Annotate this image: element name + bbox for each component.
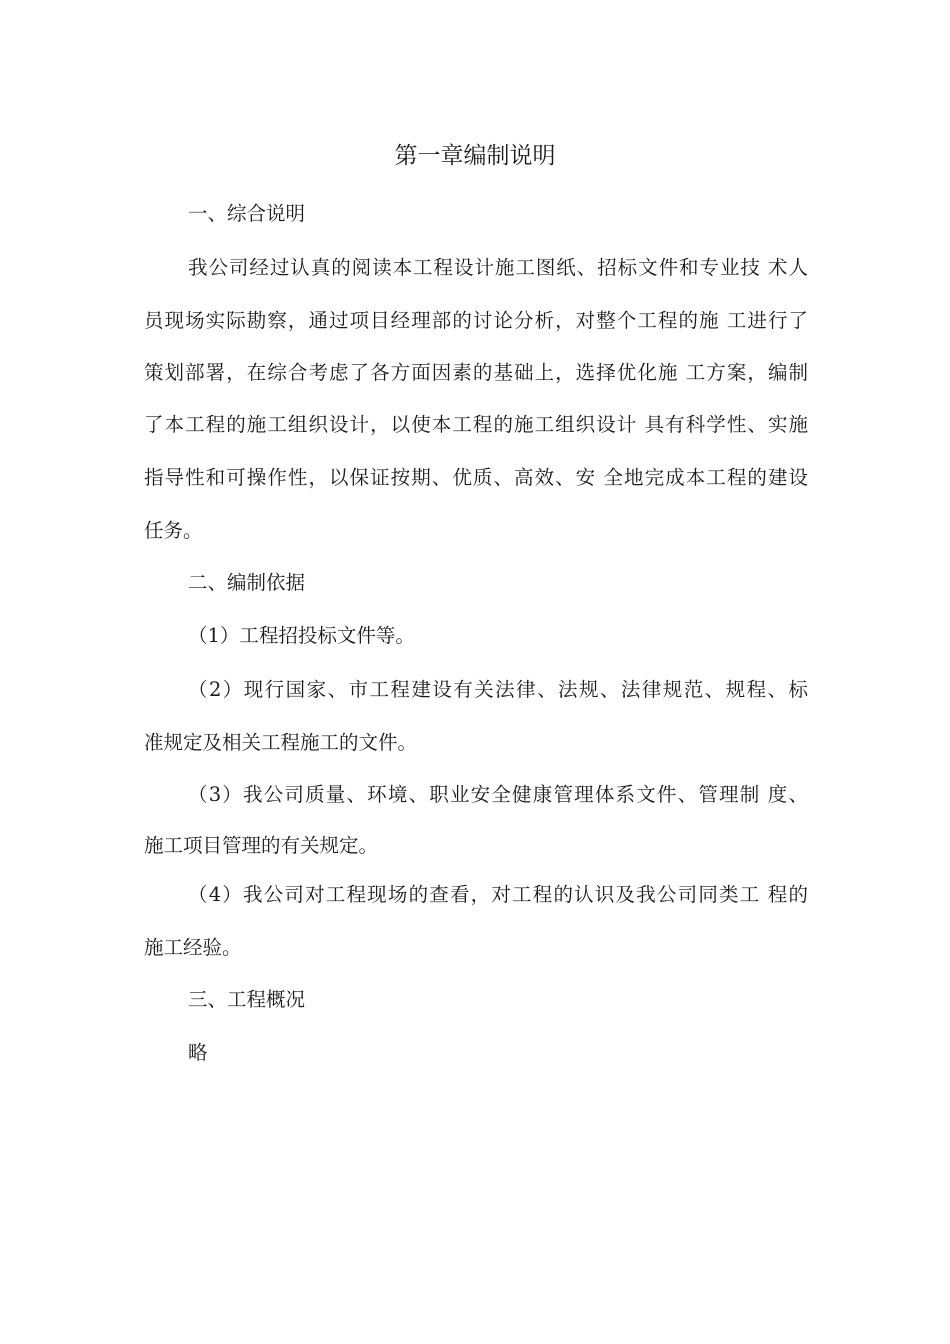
paragraph-line: 员现场实际勘察，通过项目经理部的讨论分析，对整个工程的施 工进行了 bbox=[144, 309, 808, 332]
basis-item-4-line: （4）我公司对工程现场的查看，对工程的认识及我公司同类工 程的 bbox=[188, 883, 808, 906]
paragraph-line: 策划部署，在综合考虑了各方面因素的基础上，选择优化施 工方案，编制 bbox=[144, 361, 808, 384]
basis-item-3-line: 施工项目管理的有关规定。 bbox=[144, 834, 379, 857]
section-heading-general: 一、综合说明 bbox=[188, 202, 306, 225]
paragraph-line: 了本工程的施工组织设计，以使本工程的施工组织设计 具有科学性、实施 bbox=[144, 413, 808, 436]
paragraph-line: 我公司经过认真的阅读本工程设计施工图纸、招标文件和专业技 术人 bbox=[188, 256, 808, 279]
basis-item-2-line: 准规定及相关工程施工的文件。 bbox=[144, 731, 418, 754]
basis-item-3-line: （3）我公司质量、环境、职业安全健康管理体系文件、管理制 度、 bbox=[188, 783, 808, 806]
overview-body: 略 bbox=[188, 1041, 208, 1064]
chapter-title: 第一章编制说明 bbox=[394, 143, 556, 169]
basis-item-1: （1）工程招投标文件等。 bbox=[188, 624, 415, 647]
paragraph-line: 指导性和可操作性，以保证按期、优质、高效、安 全地完成本工程的建设 bbox=[144, 466, 808, 489]
basis-item-2-line: （2）现行国家、市工程建设有关法律、法规、法律规范、规程、标 bbox=[188, 678, 808, 701]
basis-item-4-line: 施工经验。 bbox=[144, 936, 242, 959]
paragraph-line: 任务。 bbox=[144, 519, 203, 542]
section-heading-basis: 二、编制依据 bbox=[188, 571, 306, 594]
section-heading-overview: 三、工程概况 bbox=[188, 988, 306, 1011]
